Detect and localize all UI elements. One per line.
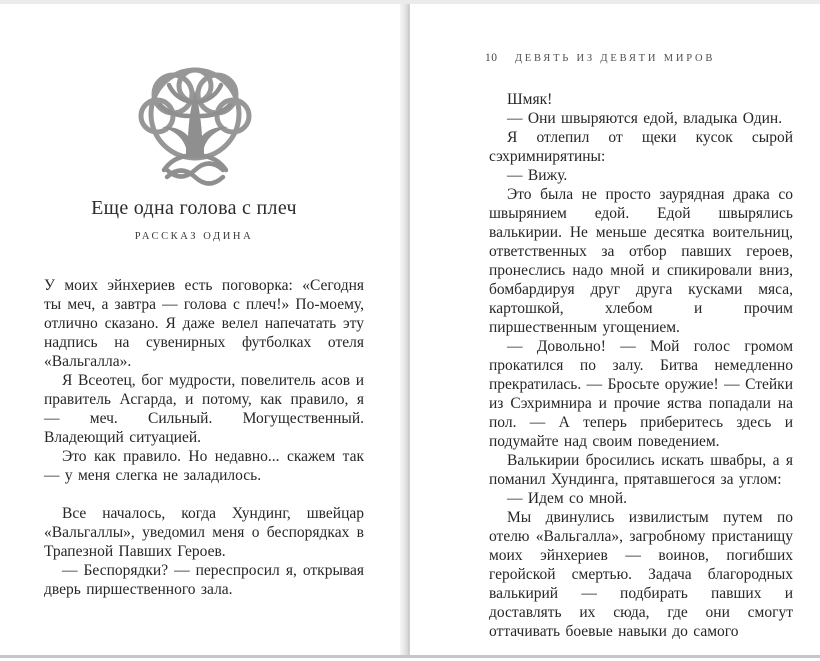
- paragraph: Все началось, когда Хундинг, швейцар «Вальгаллы», уведомил меня о беспорядках в Трапезной Павших Героев.: [44, 505, 364, 560]
- paragraph: Валькирии бросились искать швабры, а я поманил Хундинга, прятавшегося за углом:: [489, 452, 793, 488]
- chapter-subtitle: РАССКАЗ ОДИНА: [134, 231, 254, 242]
- tree-of-life-ornament-icon: [125, 64, 265, 186]
- paragraph: Я Всеотец, бог мудрости, повелитель асов и правитель Асгарда, и потому, как правило, я — меч. Сильный. Могущественный. Владеющий ситуацией.: [44, 372, 364, 446]
- running-head-row: [410, 52, 820, 68]
- right-page: [410, 4, 820, 655]
- spread-bottom-edge: [0, 655, 820, 658]
- paragraph: Я отлепил от щеки кусок сырой сэхримнирятины:: [489, 129, 793, 165]
- paragraph: — Идем со мной.: [507, 490, 628, 507]
- page-gutter: [400, 4, 410, 655]
- paragraph: Это как правило. Но недавно... скажем так — у меня слегка не заладилось.: [44, 448, 364, 484]
- right-page-text-column: [489, 90, 793, 641]
- paragraph: — Довольно! — Мой голос громом прокатился по залу. Битва немедленно прекратилась. — Бросьте оружие! — Стейки из Сэхримнира и прочие яства попадали на пол. — А теперь приберитесь здесь и подумайте над своим поведением.: [489, 338, 793, 450]
- paragraph: — Беспорядки? — переспросил я, открывая дверь пиршественного зала.: [44, 562, 364, 598]
- paragraph: — Вижу.: [507, 167, 568, 184]
- paragraph: Шмяк!: [507, 91, 553, 108]
- left-page-text-column: [44, 276, 364, 599]
- paragraph: — Они швыряются едой, владыка Один.: [507, 110, 783, 127]
- paragraph: Это была не просто заурядная драка со швырянием едой. Едой швырялись валькирии. Не меньше десятка воительниц, ответственных за отбор павших героев, пронеслись надо мной и спикировали вниз, бомбардируя друг друга кусками мяса, картошкой, хлебом и прочим пиршественным угощением.: [489, 186, 793, 336]
- running-head: ДЕВЯТЬ ИЗ ДЕВЯТИ МИРОВ: [514, 53, 716, 64]
- page-number: 10: [485, 52, 498, 64]
- paragraph: У моих эйнхериев есть поговорка: «Сегодня ты меч, а завтра — голова с плеч!» По-моему, отлично сказано. Я даже велел напечатать эту надпись на сувенирных футболках отеля «Вальгалла».: [44, 277, 364, 370]
- left-page: [0, 4, 400, 655]
- paragraph: Мы двинулись извилистым путем по отелю «Вальгалла», загробному пристанищу моих эйнхериев — воинов, погибших геройской смертью. Задача благородных валькирий — подбирать павших и доставлять их сюда, где они смогут оттачивать боевые навыки до самого: [489, 509, 793, 640]
- chapter-title: Еще одна голова с плеч: [91, 197, 297, 219]
